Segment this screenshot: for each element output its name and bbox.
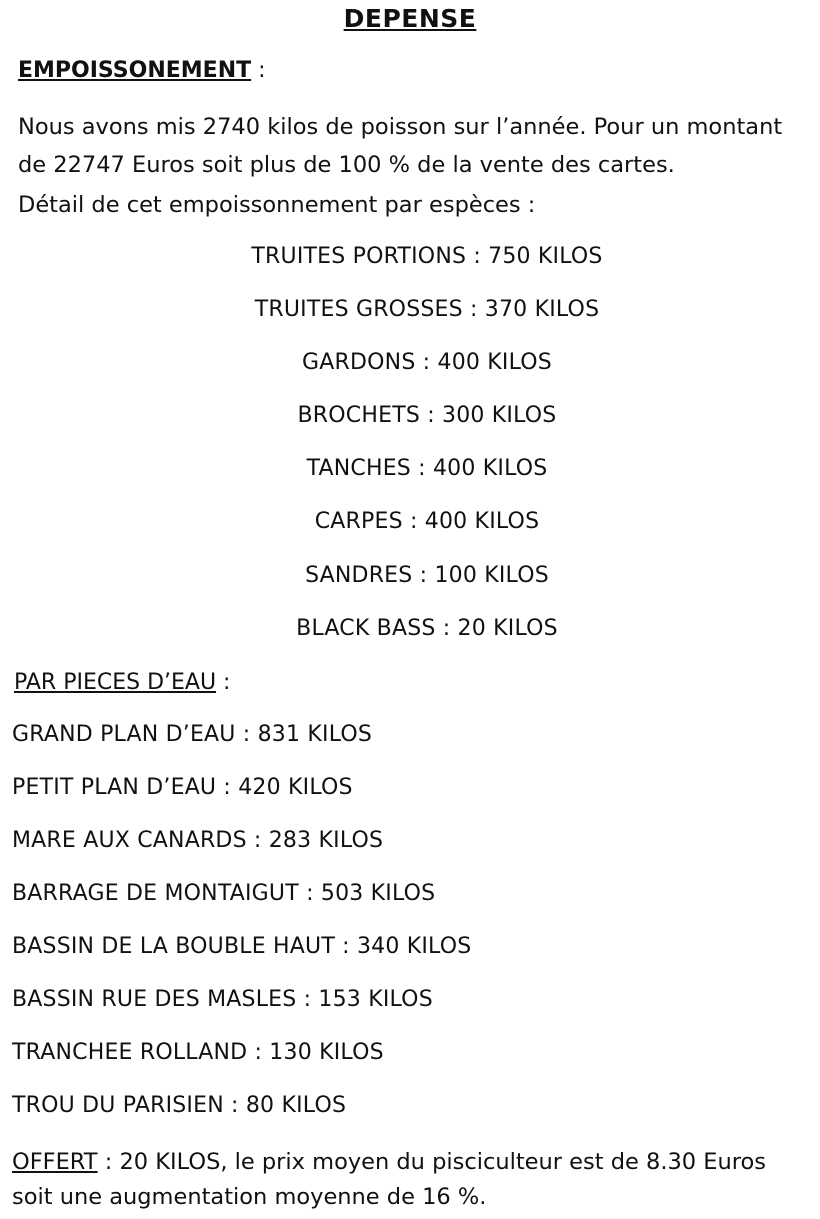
section-heading: [18, 58, 266, 83]
water-item: BASSIN RUE DES MASLES : 153 KILOS: [12, 987, 433, 1012]
water-item: TRANCHEE ROLLAND : 130 KILOS: [12, 1040, 384, 1065]
intro-line-2: de 22747 Euros soit plus de 100 % de la vente des cartes.: [18, 152, 675, 178]
closing-line-1-text: : 20 KILOS, le prix moyen du pisciculteur est de 8.30 Euros: [97, 1149, 766, 1175]
closing-label: OFFERT: [12, 1149, 98, 1175]
species-item: SANDRES : 100 KILOS: [305, 563, 549, 588]
water-heading-colon: :: [216, 670, 231, 695]
section-heading-colon: :: [251, 58, 266, 83]
species-item: GARDONS : 400 KILOS: [302, 350, 552, 375]
closing-line-2: soit une augmentation moyenne de 16 %.: [12, 1184, 487, 1210]
species-item: BROCHETS : 300 KILOS: [297, 403, 557, 428]
species-item: TRUITES PORTIONS : 750 KILOS: [251, 244, 603, 269]
species-item: TRUITES GROSSES : 370 KILOS: [254, 297, 600, 322]
species-item: TANCHES : 400 KILOS: [306, 456, 548, 481]
water-item: MARE AUX CANARDS : 283 KILOS: [12, 828, 384, 853]
water-item: BARRAGE DE MONTAIGUT : 503 KILOS: [12, 881, 436, 906]
intro-line-3: Détail de cet empoissonnement par espèces :: [18, 192, 536, 218]
section-heading-label: EMPOISSONEMENT: [18, 58, 252, 83]
species-item: CARPES : 400 KILOS: [314, 509, 540, 534]
water-item: TROU DU PARISIEN : 80 KILOS: [12, 1093, 347, 1118]
water-heading: [14, 670, 230, 695]
water-item: GRAND PLAN D’EAU : 831 KILOS: [12, 722, 373, 747]
species-item: BLACK BASS : 20 KILOS: [296, 616, 558, 641]
water-item: BASSIN DE LA BOUBLE HAUT : 340 KILOS: [12, 934, 472, 959]
water-heading-label: PAR PIECES D’EAU: [14, 670, 217, 695]
document-title: DEPENSE: [343, 4, 477, 33]
water-item: PETIT PLAN D’EAU : 420 KILOS: [12, 775, 353, 800]
intro-line-1: Nous avons mis 2740 kilos de poisson sur l’année. Pour un montant: [18, 114, 783, 140]
closing-line-1: [12, 1149, 766, 1175]
